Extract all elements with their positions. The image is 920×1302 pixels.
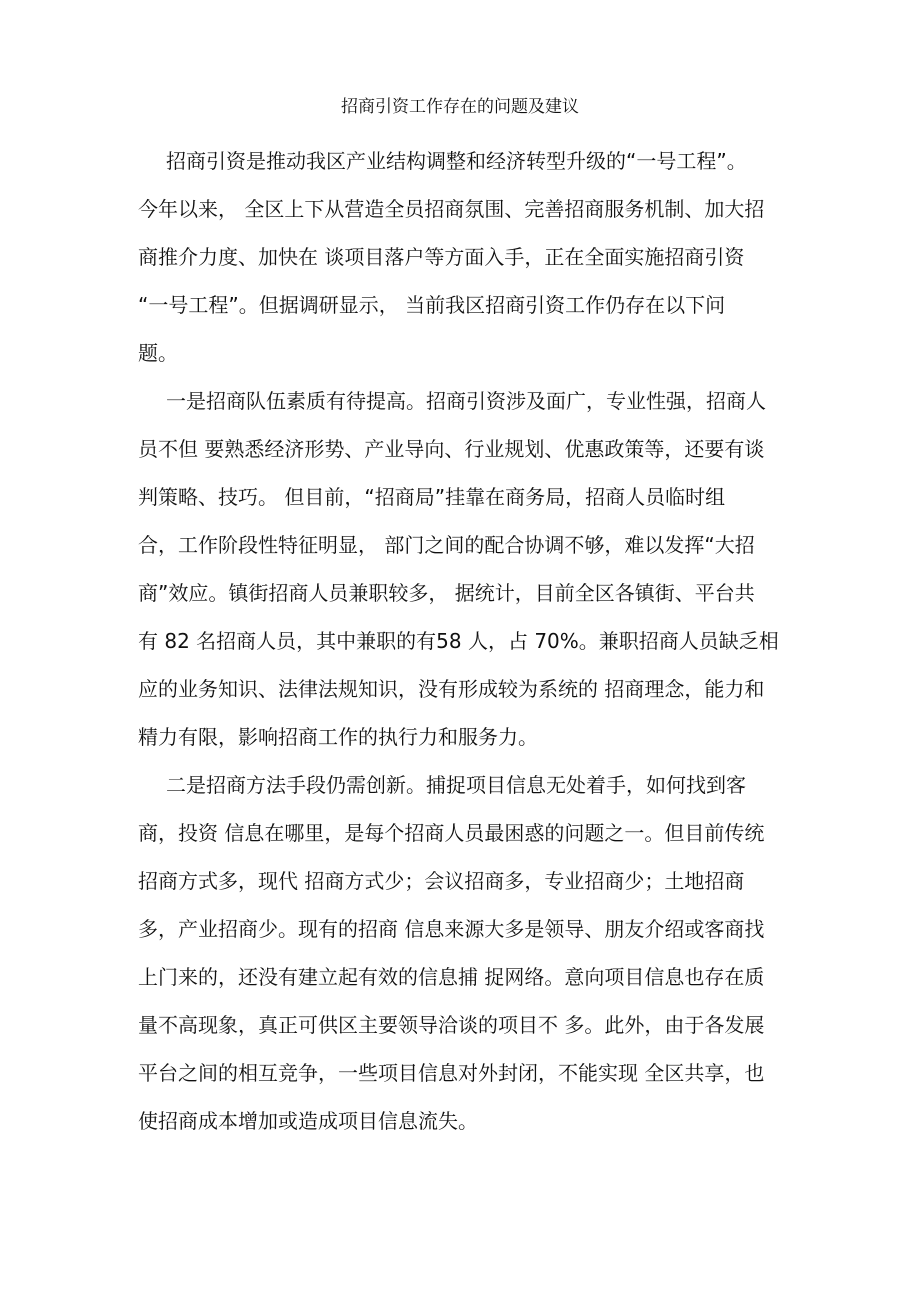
text-line: 平台之间的相互竞争，一些项目信息对外封闭，不能实现 全区共享，也 [138, 1061, 765, 1085]
text-line: 使招商成本增加或造成项目信息流失。 [138, 1109, 478, 1133]
text-line: “一号工程”。但据调研显示， 当前我区招商引资工作仍存在以下问 [138, 293, 726, 317]
text-line: 有 82 名招商人员，其中兼职的有58 人，占 70%。兼职招商人员缺乏相 [138, 629, 779, 653]
text-line: 上门来的，还没有建立起有效的信息捕 捉网络。意向项目信息也存在质 [138, 965, 765, 989]
text-line: 招商方式多，现代 招商方式少；会议招商多，专业招商少；土地招商 [138, 869, 745, 893]
text-line: 今年以来， 全区上下从营造全员招商氛围、完善招商服务机制、加大招 [138, 197, 765, 221]
text-line: 题。 [138, 341, 178, 365]
text-line: 精力有限，影响招商工作的执行力和服务力。 [138, 725, 538, 749]
text-line: 商，投资 信息在哪里，是每个招商人员最困惑的问题之一。但目前传统 [138, 821, 765, 845]
text-line: 商推介力度、加快在 谈项目落户等方面入手，正在全面实施招商引资 [138, 245, 745, 269]
text-line: 招商引资是推动我区产业结构调整和经济转型升级的“一号工程”。 [166, 149, 747, 173]
text-line: 二是招商方法手段仍需创新。捕捉项目信息无处着手，如何找到客 [166, 773, 746, 797]
text-line: 多，产业招商少。现有的招商 信息来源大多是领导、朋友介绍或客商找 [138, 917, 765, 941]
text-line: 合，工作阶段性特征明显， 部门之间的配合协调不够，难以发挥“大招 [138, 533, 755, 557]
text-line: 判策略、技巧。 但目前，“招商局”挂靠在商务局，招商人员临时组 [138, 485, 726, 509]
text-line: 商”效应。镇街招商人员兼职较多， 据统计，目前全区各镇街、平台共 [138, 581, 755, 605]
text-line: 量不高现象，真正可供区主要领导洽谈的项目不 多。此外，由于各发展 [138, 1013, 765, 1037]
text-line: 应的业务知识、法律法规知识，没有形成较为系统的 招商理念，能力和 [138, 677, 765, 701]
text-line: 一是招商队伍素质有待提高。招商引资涉及面广，专业性强，招商人 [166, 389, 766, 413]
document-title: 招商引资工作存在的问题及建议 [341, 97, 579, 117]
text-line: 员不但 要熟悉经济形势、产业导向、行业规划、优惠政策等，还要有谈 [138, 437, 765, 461]
